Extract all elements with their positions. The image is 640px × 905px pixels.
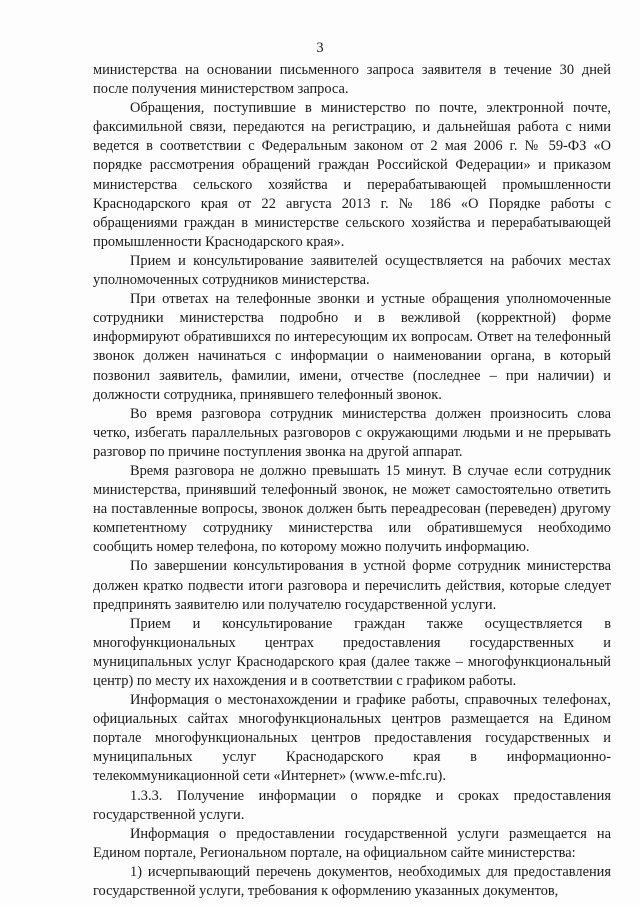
paragraph-conversation-duration: Время разговора не должно превышать 15 минут. В случае если сотрудник министерства, принявший телефонный звонок, не может самостоятельно ответить на поставленные вопросы, звонок должен быть переадресован (переведен) другому компетентному сотруднику министерства или обратившемуся необходимо сообщить номер телефона, по которому можно получить информацию.	[93, 462, 611, 556]
paragraph-section-1-3-3: 1.3.3. Получение информации о порядке и сроках предоставления государственной услуги.	[93, 787, 611, 823]
paragraph-phone-answers: При ответах на телефонные звонки и устные обращения уполномоченные сотрудники министерства подробно и в вежливой (корректной) форме информируют обратившихся по интересующим их вопросам. Ответ на телефонный звонок должен начинаться с информации о наименовании органа, в который позвонил заявитель, фамилии, имени, отчестве (последнее – при наличии) и должности сотрудника, принявшего телефонный звонок.	[93, 291, 611, 403]
document-body	[93, 61, 611, 901]
paragraph-mfc-info: Информация о местонахождении и графике работы, справочных телефонах, официальных сайтах многофункциональных центров размещается на Едином портале многофункциональных центров предоставления государственных и муниципальных услуг Краснодарского края в информационно-телекоммуникационной сети «Интернет» (www.e-mfc.ru).	[93, 692, 611, 785]
paragraph-continuation: министерства на основании письменного запроса заявителя в течение 30 дней после получения министерством запроса.	[93, 62, 611, 98]
paragraph-mfc-reception: Прием и консультирование граждан также осуществляется в многофункциональных центрах предоставления государственных и муниципальных услуг Краснодарского края (далее также – многофункциональный центр) по месту их нахождения и в соответствии с графиком работы.	[93, 615, 611, 689]
paragraph-consultation-summary: По завершении консультирования в устной форме сотрудник министерства должен кратко подвести итоги разговора и перечислить действия, которые следует предпринять заявителю или получателю государственной услуги.	[93, 558, 611, 613]
paragraph-appeals-registration: Обращения, поступившие в министерство по почте, электронной почте, факсимильной связи, передаются на регистрацию, и дальнейшая работа с ними ведется в соответствии с Федеральным законом от 2 мая 2006 г. № 59-ФЗ «О порядке рассмотрения обращений граждан Российской Федерации» и приказом министерства сельского хозяйства и перерабатывающей промышленности Краснодарского края от 22 августа 2013 г. № 186 «О Порядке работы с обращениями граждан в министерстве сельского хозяйства и перерабатывающей промышленности Краснодарского края».	[93, 100, 611, 250]
paragraph-info-placement: Информация о предоставлении государственной услуги размещается на Едином портале, Региональном портале, на официальном сайте министерства:	[93, 825, 611, 861]
paragraph-conversation-rules: Во время разговора сотрудник министерства должен произносить слова четко, избегать параллельных разговоров с окружающими людьми и не прерывать разговор по причине поступления звонка на другой аппарат.	[93, 405, 611, 460]
page-number: 3	[316, 40, 324, 56]
list-item-documents: 1) исчерпывающий перечень документов, необходимых для предоставления государственной услуги, требования к оформлению указанных документов,	[93, 863, 611, 900]
paragraph-reception-workplaces: Прием и консультирование заявителей осуществляется на рабочих местах уполномоченных сотрудников министерства.	[93, 252, 611, 289]
